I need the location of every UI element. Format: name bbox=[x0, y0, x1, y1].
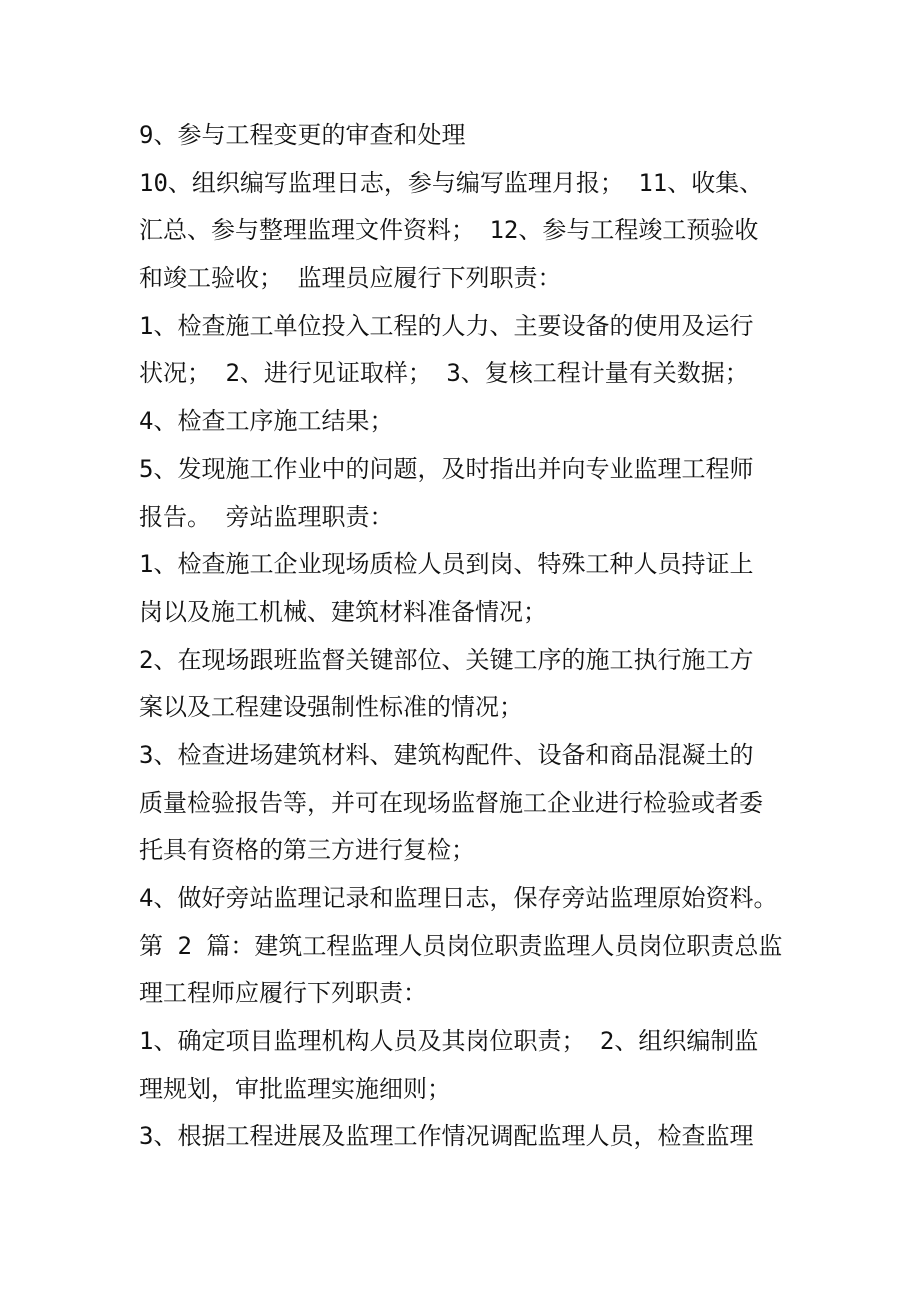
document-body bbox=[139, 112, 799, 1161]
text-line: 3、检查进场建筑材料、建筑构配件、设备和商品混凝土的 bbox=[139, 740, 754, 769]
text-line: 4、检查工序施工结果； bbox=[139, 407, 394, 436]
text-line: 和竣工验收； 监理员应履行下列职责： bbox=[139, 264, 562, 293]
text-line: 理工程师应履行下列职责： bbox=[139, 979, 427, 1008]
text-line: 托具有资格的第三方进行复检； bbox=[139, 836, 475, 865]
text-line: 3、根据工程进展及监理工作情况调配监理人员，检查监理 bbox=[139, 1122, 754, 1151]
text-line: 报告。 旁站监理职责： bbox=[139, 502, 394, 531]
text-line: 4、做好旁站监理记录和监理日志，保存旁站监理原始资料。 bbox=[139, 884, 778, 912]
text-line: 第 2 篇：建筑工程监理人员岗位职责监理人员岗位职责总监 bbox=[139, 931, 783, 960]
text-line: 1、确定项目监理机构人员及其岗位职责； 2、组织编制监 bbox=[139, 1027, 759, 1056]
text-line: 岗以及施工机械、建筑材料准备情况； bbox=[139, 597, 547, 626]
text-line: 案以及工程建设强制性标准的情况； bbox=[139, 693, 523, 722]
text-line: 质量检验报告等，并可在现场监督施工企业进行检验或者委 bbox=[139, 788, 763, 817]
text-line: 9、参与工程变更的审查和处理 bbox=[139, 121, 466, 149]
text-line: 10、组织编写监理日志，参与编写监理月报； 11、收集、 bbox=[139, 168, 764, 197]
text-line: 1、检查施工企业现场质检人员到岗、特殊工种人员持证上 bbox=[139, 550, 754, 579]
text-line: 2、在现场跟班监督关键部位、关键工序的施工执行施工方 bbox=[139, 645, 754, 674]
text-line: 5、发现施工作业中的问题，及时指出并向专业监理工程师 bbox=[139, 454, 754, 483]
text-line: 理规划，审批监理实施细则； bbox=[139, 1074, 451, 1103]
text-line: 1、检查施工单位投入工程的人力、主要设备的使用及运行 bbox=[139, 311, 754, 340]
text-line: 状况； 2、进行见证取样； 3、复核工程计量有关数据； bbox=[139, 359, 749, 388]
text-line: 汇总、参与整理监理文件资料； 12、参与工程竣工预验收 bbox=[139, 216, 759, 245]
